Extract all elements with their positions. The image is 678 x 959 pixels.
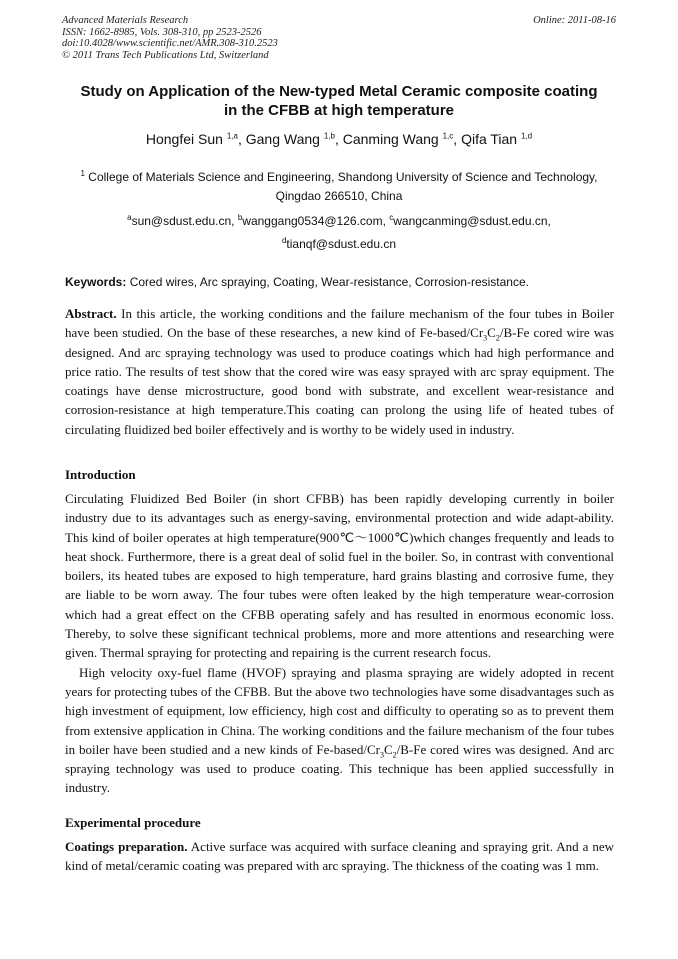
copyright-line: © 2011 Trans Tech Publications Ltd, Switzerland [62, 49, 269, 61]
title-line-1: Study on Application of the New-typed Metal Ceramic composite coating [80, 83, 598, 100]
formula-sub: 3 [483, 333, 488, 343]
coatings-lead: Coatings preparation. [65, 839, 188, 854]
coatings-text: Active surface was acquired with surface cleaning and spraying grit. And a new kind of metal/ceramic coating was prepared with arc spraying. The thickness of the coating was 1 mm. [65, 839, 614, 874]
author-name: Gang Wang [245, 131, 320, 147]
formula-c: C [487, 325, 496, 341]
formula-sub: 3 [379, 750, 384, 760]
paper-title [40, 82, 638, 120]
journal-header [62, 15, 616, 61]
formula-sub: 2 [392, 750, 397, 760]
abstract-text-1: In this article, the working conditions and the failure mechanism of the four tubes in Boiler have been studied. On the base of these researches, a new kind of Fe-based/Cr [65, 306, 615, 341]
email-d: tianqf@sdust.edu.cn [286, 237, 397, 251]
coatings-preparation [65, 837, 614, 876]
section-heading-introduction: Introduction [65, 467, 136, 482]
email-c: wangcanming@sdust.edu.cn, [393, 214, 551, 228]
author-name: Hongfei Sun [145, 131, 223, 147]
keywords-label: Keywords: [65, 275, 127, 289]
abstract [65, 304, 614, 439]
email-a: sun@sdust.edu.cn, [131, 214, 235, 228]
intro-paragraph-2 [65, 663, 614, 798]
author-sup: 1,b [323, 131, 335, 141]
author-sup: 1,a [226, 131, 238, 141]
formula-c: C [383, 741, 393, 757]
author-sup: 1,c [442, 131, 454, 141]
abstract-label: Abstract. [65, 306, 117, 321]
affiliation [62, 168, 616, 206]
formula-sub: 2 [495, 333, 500, 343]
keywords [65, 274, 619, 290]
doi-line: doi:10.4028/www.scientific.net/AMR.308-310.2523 [62, 38, 278, 49]
section-heading-experimental: Experimental procedure [65, 815, 201, 830]
author-sup: 1,d [520, 131, 533, 141]
author-name: Qifa Tian [461, 131, 518, 147]
journal-name: Advanced Materials Research [62, 15, 189, 26]
intro-text-2: /B-Fe cored wires was designed. And arc spraying technology was used to produce coating. This technique has been applied successfully in industry. [65, 741, 614, 796]
abstract-text-2: /B-Fe cored wire was designed. And arc spraying technology was used to produce coatings which had high performance and price ratio. The results of test show that the cored wire was easy sprayed with arc spray equipment. The coatings have dense microstructure, good bond with substrate, and excellent wear-resistance and corrosion-resistance at high temperature.This coating can prolong the using life of heated tubes of circulating fluidized bed boiler effectively and is worthy to be widely used in industry. [65, 325, 614, 437]
affiliation-line-2: Qingdao 266510, China [275, 189, 403, 203]
intro-text-1: High velocity oxy-fuel flame (HVOF) spraying and plasma spraying are widely adopted in recent years for protecting tubes of the CFBB. But the above two technologies have some disadvantages such as high investment of equipment, low efficiency, high cost and difficulty to operating so as to prevent them from extensive application in China. The working conditions and the failure mechanism of the four tubes in boiler have been studied and a new kinds of Fe-based/Cr [65, 664, 614, 757]
keywords-text: Cored wires, Arc spraying, Coating, Wear-resistance, Corrosion-resistance. [129, 275, 529, 289]
title-line-2: in the CFBB at high temperature [223, 102, 455, 119]
email-list: $^a$sun@sdust.edu.cn, $^b$wanggang0534@126.com, $^c$wangcanming@sdust.edu.cn, $^d$tianqf@sdust.edu.cn [127, 213, 551, 251]
affiliation-line-1: College of Materials Science and Engineering, Shandong University of Science and Technology, [88, 170, 598, 184]
author-name: Canming Wang [342, 131, 439, 147]
email-b: wanggang0534@126.com, [242, 214, 386, 228]
affiliation-sup: 1 [80, 169, 85, 178]
issn-line: ISSN: 1662-8985, Vols. 308-310, pp 2523-2526 [62, 26, 262, 38]
introduction-body [65, 489, 614, 798]
online-date: Online: 2011-08-16 [533, 15, 616, 26]
author-list: Hongfei Sun $^{1,a}$, Gang Wang $^{1,b}$, Canming Wang $^{1,c}$, Qifa Tian $^{1,d}$ [145, 131, 533, 147]
intro-paragraph-1: Circulating Fluidized Bed Boiler (in short CFBB) has been rapidly developing currently in boiler industry due to its advantages such as energy-saving, environmental protection and wide adapt-ability. This kind of boiler operates at high temperature(900℃～1000℃)which changes frequently and leads to heat shock. Furthermore, there is a great deal of solid fuel in the boiler. So, in contrast with conventional boilers, its heated tubes are exposed to high temperature, hard grains blasting and corrosive fume, they are liable to be worn away. The four tubes were often leaked by the high temperature wear-corrosion which had a great effect on the CFBB operating safely and has resulted in enormous economic loss. Thereby, to solve these significant technical problems, more and more attentions and researching were given. Thermal spraying for protecting and repairing is the current research focus. [65, 491, 614, 661]
